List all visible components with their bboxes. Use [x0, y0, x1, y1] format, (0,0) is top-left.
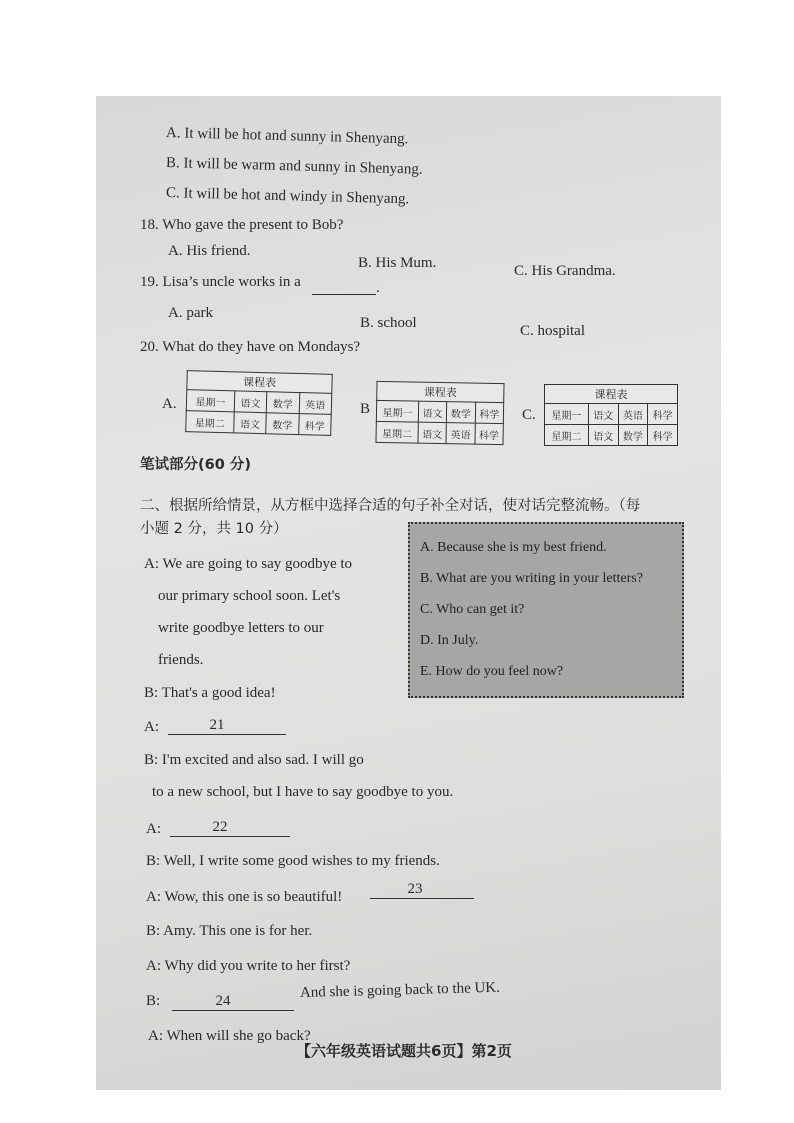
q17-option-b: B. It will be warm and sunny in Shenyang. — [165, 155, 423, 178]
dialogue-speaker: A: — [144, 719, 159, 735]
options-box — [408, 522, 684, 698]
table-cell: 语文 — [588, 404, 618, 425]
q17-option-a: A. It will be hot and sunny in Shenyang. — [165, 125, 409, 148]
table-cell: 数学 — [266, 392, 299, 414]
table-cell: 星期一 — [376, 400, 418, 422]
q19-option-c: C. hospital — [520, 323, 586, 339]
table-cell: 星期二 — [376, 421, 418, 443]
dialogue-speaker: B: — [146, 993, 161, 1009]
option-e: E. How do you feel now? — [420, 664, 564, 679]
table-cell: 星期一 — [186, 390, 234, 412]
timetable-caption: 课程表 — [545, 385, 678, 404]
dialogue-line: friends. — [158, 652, 204, 668]
q19-period: . — [376, 280, 380, 296]
timetable-b — [375, 381, 504, 445]
table-cell: 英语 — [299, 393, 332, 415]
answer-blank-24: 24 — [172, 992, 294, 1011]
table-cell: 语文 — [588, 425, 618, 446]
table-cell: 科学 — [298, 414, 331, 436]
answer-blank-21: 21 — [168, 716, 286, 735]
dialogue-line: And she is going back to the UK. — [299, 979, 501, 1001]
timetable-c — [544, 384, 678, 446]
table-cell: 科学 — [648, 404, 678, 425]
part2-instruction-line1: 二、根据所给情景，从方框中选择合适的句子补全对话，使对话完整流畅。（每 — [140, 498, 641, 514]
table-cell: 数学 — [447, 402, 476, 423]
q18-option-a: A. His friend. — [168, 243, 251, 259]
table-cell: 星期二 — [186, 411, 234, 433]
answer-blank-22: 22 — [170, 818, 290, 837]
q20-question: 20. What do they have on Mondays? — [140, 339, 361, 355]
page-footer: 【六年级英语试题共6页】第2页 — [296, 1042, 512, 1060]
q20-letter-a: A. — [162, 396, 177, 412]
option-d: D. In July. — [420, 633, 479, 648]
table-cell: 科学 — [475, 402, 504, 423]
table-cell: 星期二 — [545, 425, 589, 446]
table-cell: 星期一 — [545, 404, 589, 425]
dialogue-line: A: When will she go back? — [148, 1028, 311, 1044]
table-cell: 语文 — [418, 422, 447, 443]
q20-letter-c: C. — [522, 407, 536, 423]
dialogue-line: our primary school soon. Let's — [158, 588, 341, 604]
q19-option-a: A. park — [168, 305, 213, 321]
table-cell: 数学 — [618, 425, 648, 446]
written-section-heading: 笔试部分(60 分) — [140, 457, 251, 473]
timetable-caption: 课程表 — [187, 371, 332, 394]
dialogue-speaker: A: — [146, 821, 161, 837]
table-cell: 语文 — [418, 401, 447, 422]
dialogue-line: B: That's a good idea! — [144, 685, 276, 701]
dialogue-line: A: Wow, this one is so beautiful! — [146, 889, 343, 905]
q18-option-c: C. His Grandma. — [514, 263, 616, 279]
table-cell: 科学 — [475, 423, 504, 444]
q19-option-b: B. school — [360, 315, 417, 331]
answer-blank-23: 23 — [370, 880, 474, 899]
table-cell: 英语 — [618, 404, 648, 425]
dialogue-line: A: Why did you write to her first? — [146, 958, 351, 974]
table-cell: 英语 — [446, 423, 475, 444]
table-cell: 语文 — [234, 391, 267, 413]
timetable-caption: 课程表 — [377, 381, 504, 402]
q18-question: 18. Who gave the present to Bob? — [140, 217, 344, 233]
q19-question: 19. Lisa’s uncle works in a — [140, 274, 301, 290]
q18-option-b: B. His Mum. — [358, 255, 437, 271]
table-cell: 科学 — [648, 425, 678, 446]
dialogue-line: B: I'm excited and also sad. I will go — [144, 752, 364, 768]
dialogue-line: write goodbye letters to our — [158, 620, 324, 636]
q17-option-c: C. It will be hot and windy in Shenyang. — [165, 185, 410, 208]
option-c: C. Who can get it? — [420, 602, 525, 617]
table-cell: 数学 — [266, 413, 299, 435]
option-b: B. What are you writing in your letters? — [420, 571, 643, 586]
option-a: A. Because she is my best friend. — [420, 540, 607, 555]
dialogue-line: to a new school, but I have to say goodbye to you. — [152, 784, 454, 800]
q20-letter-b: B — [360, 401, 371, 417]
dialogue-line: A: We are going to say goodbye to — [144, 556, 353, 572]
dialogue-line: B: Well, I write some good wishes to my friends. — [146, 853, 440, 869]
q19-blank — [312, 278, 376, 295]
part2-instruction-line2: 小题 2 分，共 10 分） — [140, 521, 288, 537]
timetable-a — [185, 370, 333, 436]
table-cell: 语文 — [234, 412, 267, 434]
dialogue-line: B: Amy. This one is for her. — [146, 923, 313, 939]
